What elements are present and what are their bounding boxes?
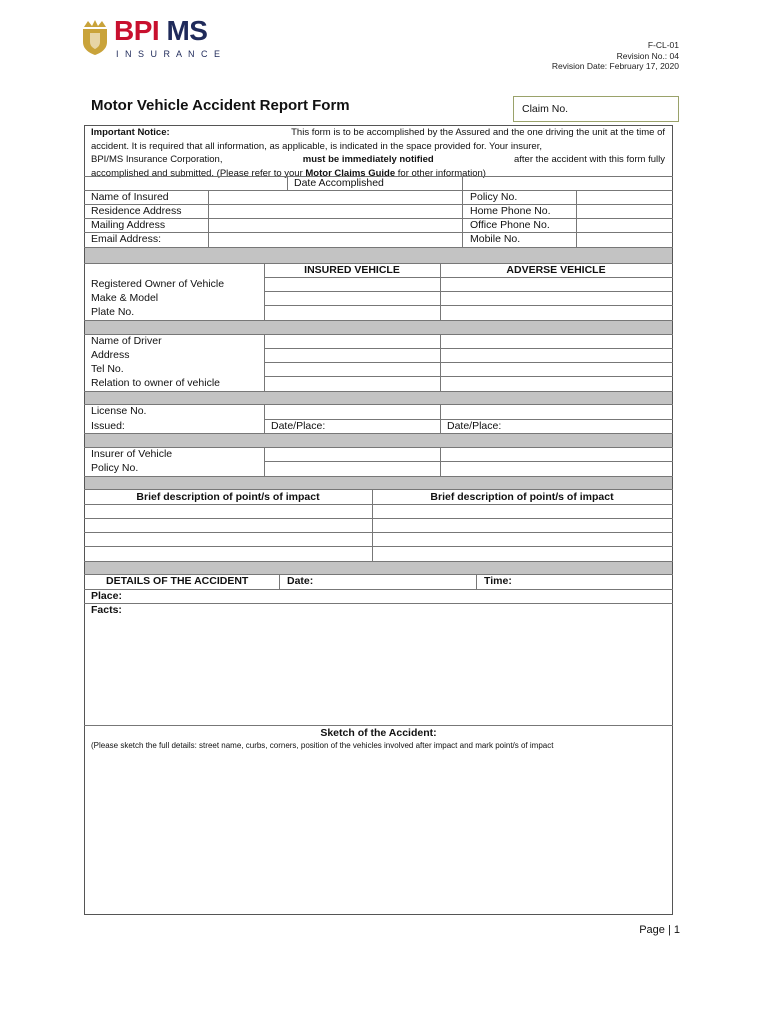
- adverse-driver-name-field[interactable]: [441, 335, 672, 347]
- sketch-instructions: (Please sketch the full details: street name, curbs, corners, position of the vehicles involved after impact and mark point/s of impact: [91, 741, 554, 750]
- insured-driver-address-field[interactable]: [265, 349, 439, 361]
- form-code: F-CL-01: [647, 40, 679, 50]
- insured-driver-relation-field[interactable]: [265, 377, 439, 390]
- accident-facts-label: Facts:: [91, 604, 122, 616]
- policy-number-field[interactable]: [577, 191, 672, 203]
- mailing-address-label: Mailing Address: [91, 219, 166, 231]
- insured-driver-name-field[interactable]: [265, 335, 439, 347]
- section-separator: [85, 562, 672, 574]
- residence-address-field[interactable]: [209, 205, 461, 217]
- company-logo: [80, 16, 260, 64]
- claim-number-label: Claim No.: [522, 103, 569, 115]
- page-title: Motor Vehicle Accident Report Form: [91, 97, 350, 114]
- adverse-insurer-policy-field[interactable]: [441, 462, 672, 475]
- brand-insurance: I N S U R A N C E: [116, 49, 223, 59]
- registered-owner-label: Registered Owner of Vehicle: [91, 278, 225, 290]
- adverse-insurer-field[interactable]: [441, 448, 672, 460]
- mobile-number-label: Mobile No.: [470, 233, 521, 245]
- notice-line2: accident. It is required that all information, as applicable, is indicated in the space provided for. Your insurer,: [91, 140, 542, 152]
- notice-line4-bold: Motor Claims Guide: [305, 167, 396, 179]
- notice-line1: This form is to be accomplished by the Assured and the one driving the unit at the time of: [291, 127, 665, 138]
- sketch-title: Sketch of the Accident:: [320, 727, 437, 739]
- policy-number-label: Policy No.: [470, 191, 518, 203]
- brand-ms: MS: [166, 15, 208, 46]
- insured-make-model-field[interactable]: [265, 292, 439, 304]
- insured-plate-field[interactable]: [265, 306, 439, 320]
- driver-name-label: Name of Driver: [91, 335, 162, 347]
- notice-line4a: accomplished and submitted. (Please refer to your: [91, 167, 303, 179]
- insurer-of-vehicle-label: Insurer of Vehicle: [91, 448, 173, 460]
- license-number-label: License No.: [91, 405, 147, 417]
- date-accomplished-field[interactable]: [463, 177, 672, 190]
- document-meta: [552, 40, 679, 72]
- notice-line3a: BPI/MS Insurance Corporation,: [91, 154, 223, 165]
- residence-address-label: Residence Address: [91, 205, 182, 217]
- insured-registered-owner-field[interactable]: [265, 278, 439, 290]
- insured-insurer-policy-field[interactable]: [265, 462, 439, 475]
- sketch-area[interactable]: [85, 754, 672, 914]
- adverse-driver-tel-field[interactable]: [441, 363, 672, 375]
- brand-bpi: BPI: [114, 15, 160, 46]
- insured-driver-tel-field[interactable]: [265, 363, 439, 375]
- details-of-accident-header: DETAILS OF THE ACCIDENT: [106, 575, 249, 587]
- accident-place-label[interactable]: Place:: [91, 590, 122, 602]
- date-accomplished-label: Date Accomplished: [294, 177, 384, 189]
- accident-date-label[interactable]: Date:: [287, 575, 314, 587]
- name-of-insured-field[interactable]: [209, 191, 461, 203]
- insured-license-field[interactable]: [265, 405, 439, 418]
- notice-line3-bold: must be immediately notified: [302, 154, 434, 165]
- notice-heading: Important Notice:: [91, 127, 170, 138]
- adverse-vehicle-header: ADVERSE VEHICLE: [506, 264, 606, 276]
- name-of-insured-label: Name of Insured: [91, 191, 169, 203]
- adverse-registered-owner-field[interactable]: [441, 278, 672, 290]
- notice-line3b: after the accident with this form fully: [513, 154, 665, 165]
- insurer-policy-label: Policy No.: [91, 462, 139, 474]
- insured-insurer-field[interactable]: [265, 448, 439, 460]
- adverse-make-model-field[interactable]: [441, 292, 672, 304]
- claim-number-field[interactable]: [513, 96, 679, 122]
- section-separator: [85, 248, 672, 263]
- adverse-date-place-label[interactable]: Date/Place:: [447, 420, 502, 432]
- accident-facts-field[interactable]: [85, 618, 672, 724]
- mobile-number-field[interactable]: [577, 233, 672, 246]
- section-separator: [85, 434, 672, 447]
- insured-date-place-label[interactable]: Date/Place:: [271, 420, 326, 432]
- insured-impact-header: Brief description of point/s of impact: [136, 491, 320, 503]
- notice-line4b: for other information): [397, 167, 486, 179]
- adverse-license-field[interactable]: [441, 405, 672, 418]
- section-separator: [85, 321, 672, 334]
- insured-vehicle-header: INSURED VEHICLE: [304, 264, 400, 276]
- insured-impact-field[interactable]: [85, 505, 371, 560]
- revision-date: Revision Date: February 17, 2020: [551, 61, 679, 71]
- plate-number-label: Plate No.: [91, 306, 135, 318]
- home-phone-field[interactable]: [577, 205, 672, 217]
- section-separator: [85, 392, 672, 404]
- adverse-driver-relation-field[interactable]: [441, 377, 672, 390]
- accident-time-label[interactable]: Time:: [484, 575, 512, 587]
- driver-relation-label: Relation to owner of vehicle: [91, 377, 220, 389]
- adverse-impact-header: Brief description of point/s of impact: [430, 491, 614, 503]
- make-model-label: Make & Model: [91, 292, 159, 304]
- adverse-plate-field[interactable]: [441, 306, 672, 320]
- important-notice: [91, 126, 665, 180]
- revision-number: Revision No.: 04: [616, 50, 679, 61]
- email-address-label: Email Address:: [91, 233, 162, 245]
- office-phone-field[interactable]: [577, 219, 672, 231]
- crown-shield-icon: [80, 18, 110, 56]
- office-phone-label: Office Phone No.: [470, 219, 550, 231]
- mailing-address-field[interactable]: [209, 219, 461, 231]
- driver-tel-label: Tel No.: [91, 363, 124, 375]
- license-issued-label: Issued:: [91, 420, 125, 432]
- home-phone-label: Home Phone No.: [470, 205, 551, 217]
- email-address-field[interactable]: [209, 233, 461, 246]
- section-separator: [85, 477, 672, 489]
- adverse-impact-field[interactable]: [373, 505, 672, 560]
- adverse-driver-address-field[interactable]: [441, 349, 672, 361]
- driver-address-label: Address: [91, 349, 130, 361]
- page-number: Page | 1: [639, 924, 680, 936]
